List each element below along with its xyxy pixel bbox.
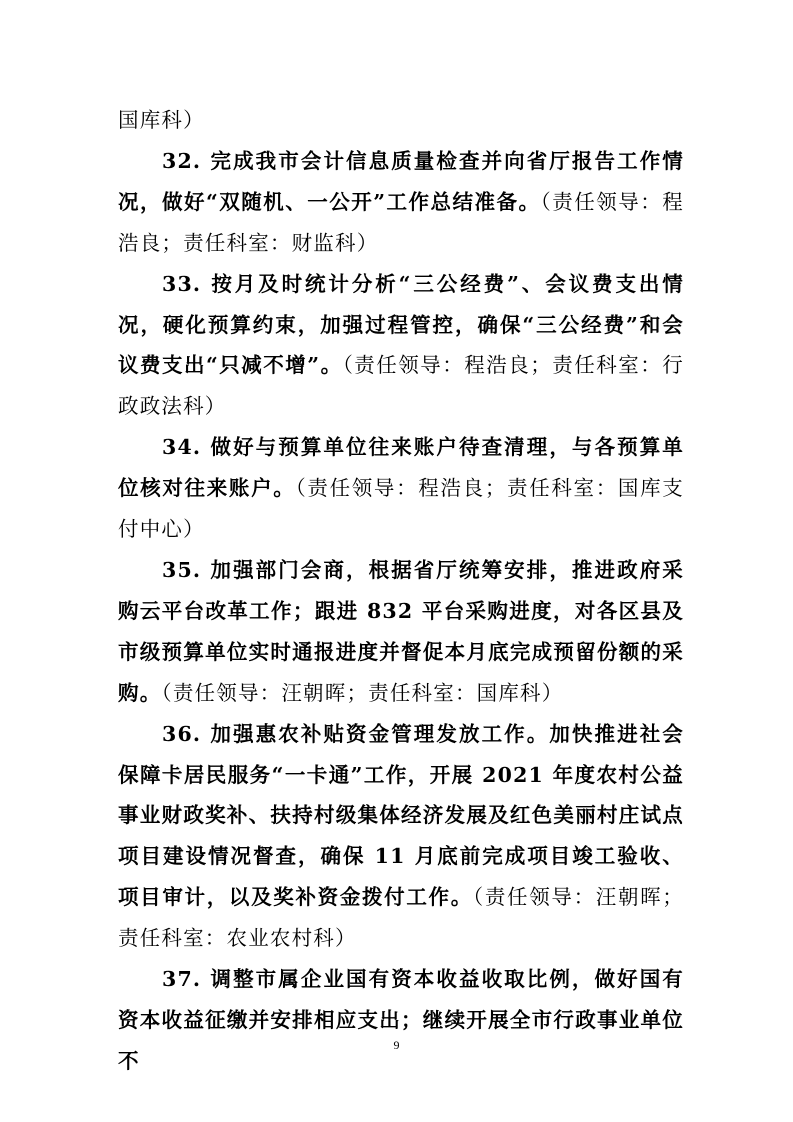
task-item-text: 35. 加强部门会商，根据省厅统筹安排，推进政府采购云平台改革工作；跟进 832 平台采购进度，对各区县及市级预算单位实时通报进度并督促本月底完成预留份额的采购。 [118,557,684,705]
task-item-responsibility: （责任领导：汪朝晖；责任科室：国库科） [161,680,564,705]
task-item-33 [118,264,684,428]
continuation-text [118,100,684,141]
task-item-responsibility: （责任领导：汪朝晖；责任科室：农业农村科） [118,885,685,951]
continuation-label: 国库科） [118,108,205,132]
task-item-32 [118,141,684,264]
task-item-text: 36. 加强惠农补贴资金管理发放工作。加快推进社会保障卡居民服务“一卡通”工作，开展 2021 年度农村公益事业财政奖补、扶持村级集体经济发展及红色美丽村庄试点项目建设情况督查，确保 11 月底前完成项目竣工验收、项目审计，以及奖补资金拨付工作。 [118,721,684,910]
task-item-responsibility: （责任领导：程浩良；责任科室：财监科） [118,189,684,255]
document-body [118,100,684,1082]
task-item-responsibility: （责任领导：程浩良；责任科室：行政政法科） [118,353,684,419]
task-item-text: 37. 调整市属企业国有资本收益收取比例，做好国有资本收益征缴并安排相应支出；继续开展全市行政事业单位不 [118,967,684,1073]
task-item-35 [118,550,684,714]
task-item-37 [118,959,684,1082]
page-number: 9 [393,1038,400,1052]
task-item-text: 34. 做好与预算单位往来账户待查清理，与各预算单位核对往来账户。 [118,435,684,501]
task-item-text: 32. 完成我市会计信息质量检查并向省厅报告工作情况，做好“双随机、一公开”工作总结准备。 [118,148,684,214]
task-item-text: 33. 按月及时统计分析“三公经费”、会议费支出情况，硬化预算约束，加强过程管控，确保“三公经费”和会议费支出“只减不增”。 [118,271,684,378]
task-item-responsibility: （责任领导：程浩良；责任科室：国库支付中心） [118,476,684,542]
task-item-34 [118,427,684,550]
task-item-36 [118,714,684,959]
